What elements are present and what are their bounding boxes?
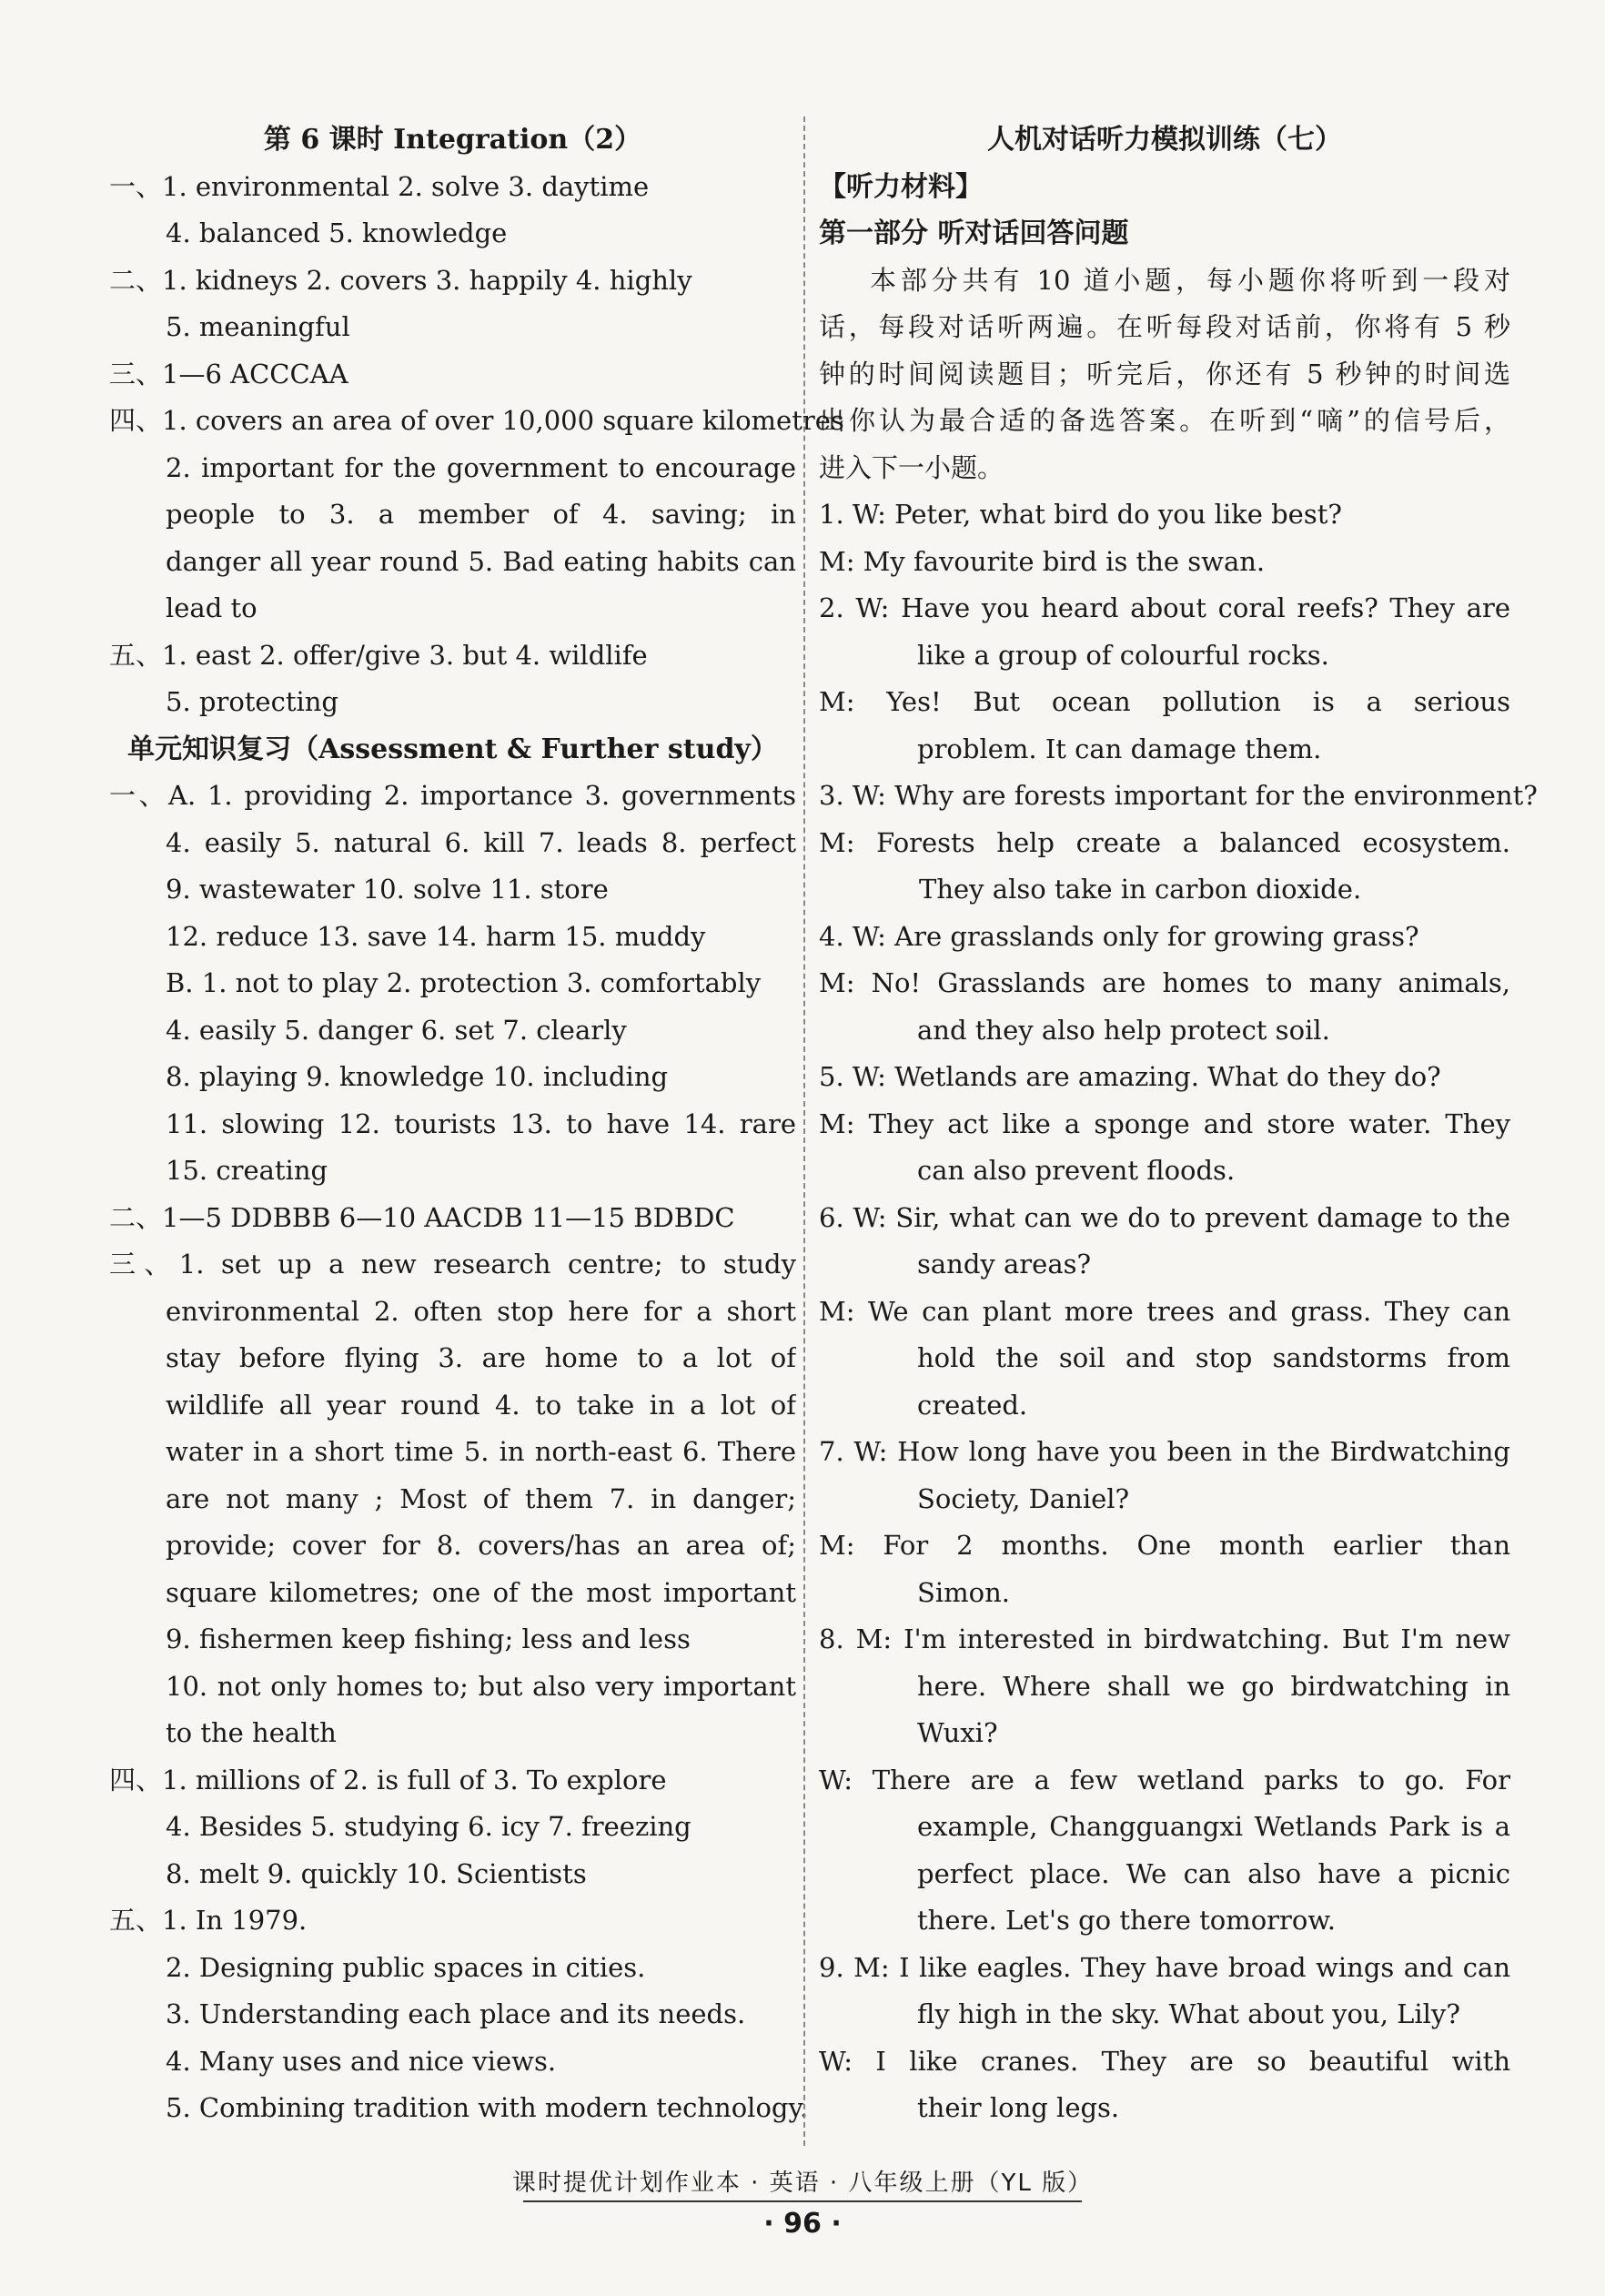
listening-line-11: like a group of colourful rocks. <box>917 639 1329 671</box>
answer-line-24: 三、1. set up a new research centre; to study <box>109 1249 796 1279</box>
answer-line-9: danger all year round 5. Bad eating habits can <box>166 545 796 577</box>
answer-line-34: to the health <box>166 1717 337 1748</box>
answer-line-16: 9. wastewater 10. solve 11. store <box>166 874 609 905</box>
answer-line-8: people to 3. a member of 4. saving; in <box>166 499 796 530</box>
answer-line-23: 二、1—5 DDBBB 6—10 AACDB 11—15 BDBDC <box>109 1201 735 1233</box>
listening-line-21: M: They act like a sponge and store water. They <box>819 1108 1510 1139</box>
left-column <box>109 116 844 2132</box>
answer-line-18: B. 1. not to play 2. protection 3. comfortably <box>166 967 762 998</box>
listening-line-15: M: Forests help create a balanced ecosystem. <box>819 826 1510 858</box>
footer-rule <box>523 2200 1082 2202</box>
answer-line-27: wildlife all year round 4. to take in a lot of <box>166 1389 796 1421</box>
listening-line-25: M: We can plant more trees and grass. They can <box>819 1295 1510 1327</box>
listening-line-13: problem. It can damage them. <box>917 733 1322 764</box>
listening-line-36: example, Changguangxi Wetlands Park is a <box>917 1811 1510 1842</box>
answer-line-21: 11. slowing 12. tourists 13. to have 14. rare <box>166 1108 796 1139</box>
answer-line-3: 二、1. kidneys 2. covers 3. happily 4. highly <box>109 264 692 296</box>
listening-line-28: 7. W: How long have you been in the Birdwatching <box>819 1436 1510 1467</box>
answer-line-42: 5. Combining tradition with modern technology. <box>166 2092 809 2123</box>
answer-line-15: 4. easily 5. natural 6. kill 7. leads 8. perfect <box>166 826 796 858</box>
answer-line-1: 一、1. environmental 2. solve 3. daytime <box>109 170 650 202</box>
listening-line-22: can also prevent floods. <box>917 1155 1236 1186</box>
listening-line-16: They also take in carbon dioxide. <box>919 874 1362 905</box>
listening-line-33: here. Where shall we go birdwatching in <box>917 1670 1510 1702</box>
answer-line-20: 8. playing 9. knowledge 10. including <box>166 1061 669 1092</box>
answer-line-25: environmental 2. often stop here for a short <box>166 1295 796 1327</box>
answer-line-29: are not many ; Most of them 7. in danger; <box>166 1482 796 1514</box>
answer-line-22: 15. creating <box>166 1155 328 1186</box>
answer-line-30: provide; cover for 8. covers/has an area of; <box>166 1530 796 1561</box>
answer-line-13: 单元知识复习（Assessment & Further study） <box>127 733 778 765</box>
listening-line-41: W: I like cranes. They are so beautiful with <box>819 2045 1510 2077</box>
answer-line-2: 4. balanced 5. knowledge <box>166 217 508 248</box>
answer-line-26: stay before flying 3. are home to a lot of <box>166 1342 796 1373</box>
answer-line-36: 4. Besides 5. studying 6. icy 7. freezing <box>166 1811 691 1842</box>
listening-line-30: M: For 2 months. One month earlier than <box>819 1530 1510 1561</box>
answer-line-31: square kilometres; one of the most important <box>166 1576 796 1608</box>
listening-line-37: perfect place. We can also have a picnic <box>917 1857 1510 1889</box>
listening-line-42: their long legs. <box>917 2092 1120 2123</box>
listening-line-23: 6. W: Sir, what can we do to prevent damage to the <box>819 1201 1510 1233</box>
answer-line-41: 4. Many uses and nice views. <box>166 2045 557 2077</box>
listening-line-0: 人机对话听力模拟训练（七） <box>987 124 1342 156</box>
answer-line-6: 四、1. covers an area of over 10,000 square kilometres <box>109 405 844 436</box>
answer-line-28: water in a short time 5. in north-east 6. There <box>166 1436 796 1467</box>
listening-line-29: Society, Daniel? <box>917 1482 1130 1514</box>
listening-line-9: M: My favourite bird is the swan. <box>819 545 1266 577</box>
listening-line-17: 4. W: Are grasslands only for growing grass? <box>819 920 1419 952</box>
answer-line-14: 一、A. 1. providing 2. importance 3. governments <box>109 780 796 811</box>
answer-line-32: 9. fishermen keep fishing; less and less <box>166 1623 691 1654</box>
listening-line-40: fly high in the sky. What about you, Lily? <box>917 1998 1460 2029</box>
answer-line-19: 4. easily 5. danger 6. set 7. clearly <box>166 1014 627 1046</box>
listening-line-20: 5. W: Wetlands are amazing. What do they do? <box>819 1061 1441 1092</box>
answer-line-33: 10. not only homes to; but also very important <box>166 1670 796 1702</box>
footer-book-title: 课时提优计划作业本 · 英语 · 八年级上册（YL 版） <box>511 2170 1094 2197</box>
listening-line-10: 2. W: Have you heard about coral reefs? They are <box>819 592 1510 623</box>
listening-line-32: 8. M: I'm interested in birdwatching. But I'm new <box>819 1623 1510 1654</box>
listening-line-8: 1. W: Peter, what bird do you like best? <box>819 499 1342 530</box>
right-column <box>819 116 1538 2132</box>
listening-line-1: 【听力材料】 <box>819 170 983 203</box>
listening-line-35: W: There are a few wetland parks to go. For <box>819 1764 1510 1795</box>
answer-line-5: 三、1—6 ACCCAA <box>109 358 348 389</box>
listening-line-14: 3. W: Why are forests important for the environment? <box>819 780 1538 811</box>
listening-line-27: created. <box>917 1389 1028 1421</box>
listening-line-2: 第一部分 听对话回答问题 <box>819 217 1129 249</box>
listening-line-19: and they also help protect soil. <box>917 1014 1330 1046</box>
listening-line-3: 本部分共有 10 道小题，每小题你将听到一段对 <box>870 264 1510 296</box>
answer-line-12: 5. protecting <box>166 686 339 717</box>
answer-line-17: 12. reduce 13. save 14. harm 15. muddy <box>166 920 706 952</box>
listening-line-26: hold the soil and stop sandstorms from <box>917 1342 1510 1373</box>
answer-line-4: 5. meaningful <box>166 311 350 342</box>
listening-line-5: 钟的时间阅读题目；听完后，你还有 5 秒钟的时间选 <box>819 358 1510 389</box>
page-number: · 96 · <box>763 2208 842 2240</box>
listening-line-34: Wuxi? <box>917 1717 998 1748</box>
column-divider <box>803 116 805 2146</box>
answer-line-10: lead to <box>166 592 257 623</box>
listening-line-12: M: Yes! But ocean pollution is a serious <box>819 686 1510 717</box>
answer-line-38: 五、1. In 1979. <box>109 1905 308 1936</box>
answer-line-37: 8. melt 9. quickly 10. Scientists <box>166 1857 587 1889</box>
listening-line-6: 出你认为最合适的备选答案。在听到“嘀”的信号后， <box>819 405 1510 436</box>
answer-line-7: 2. important for the government to encourage <box>166 451 796 483</box>
answer-line-35: 四、1. millions of 2. is full of 3. To explore <box>109 1764 667 1795</box>
listening-line-4: 话，每段对话听两遍。在听每段对话前，你将有 5 秒 <box>819 311 1510 342</box>
listening-line-18: M: No! Grasslands are homes to many animals, <box>819 967 1510 998</box>
listening-line-31: Simon. <box>917 1576 1010 1608</box>
answer-line-39: 2. Designing public spaces in cities. <box>166 1951 646 1983</box>
listening-line-24: sandy areas? <box>917 1249 1092 1279</box>
listening-line-38: there. Let's go there tomorrow. <box>917 1905 1336 1936</box>
listening-line-39: 9. M: I like eagles. They have broad wings and can <box>819 1951 1510 1983</box>
answer-line-0: 第 6 课时 Integration（2） <box>263 124 642 156</box>
answer-line-11: 五、1. east 2. offer/give 3. but 4. wildlife <box>109 639 648 671</box>
answer-line-40: 3. Understanding each place and its needs. <box>166 1998 746 2029</box>
listening-line-7: 进入下一小题。 <box>819 451 1004 483</box>
